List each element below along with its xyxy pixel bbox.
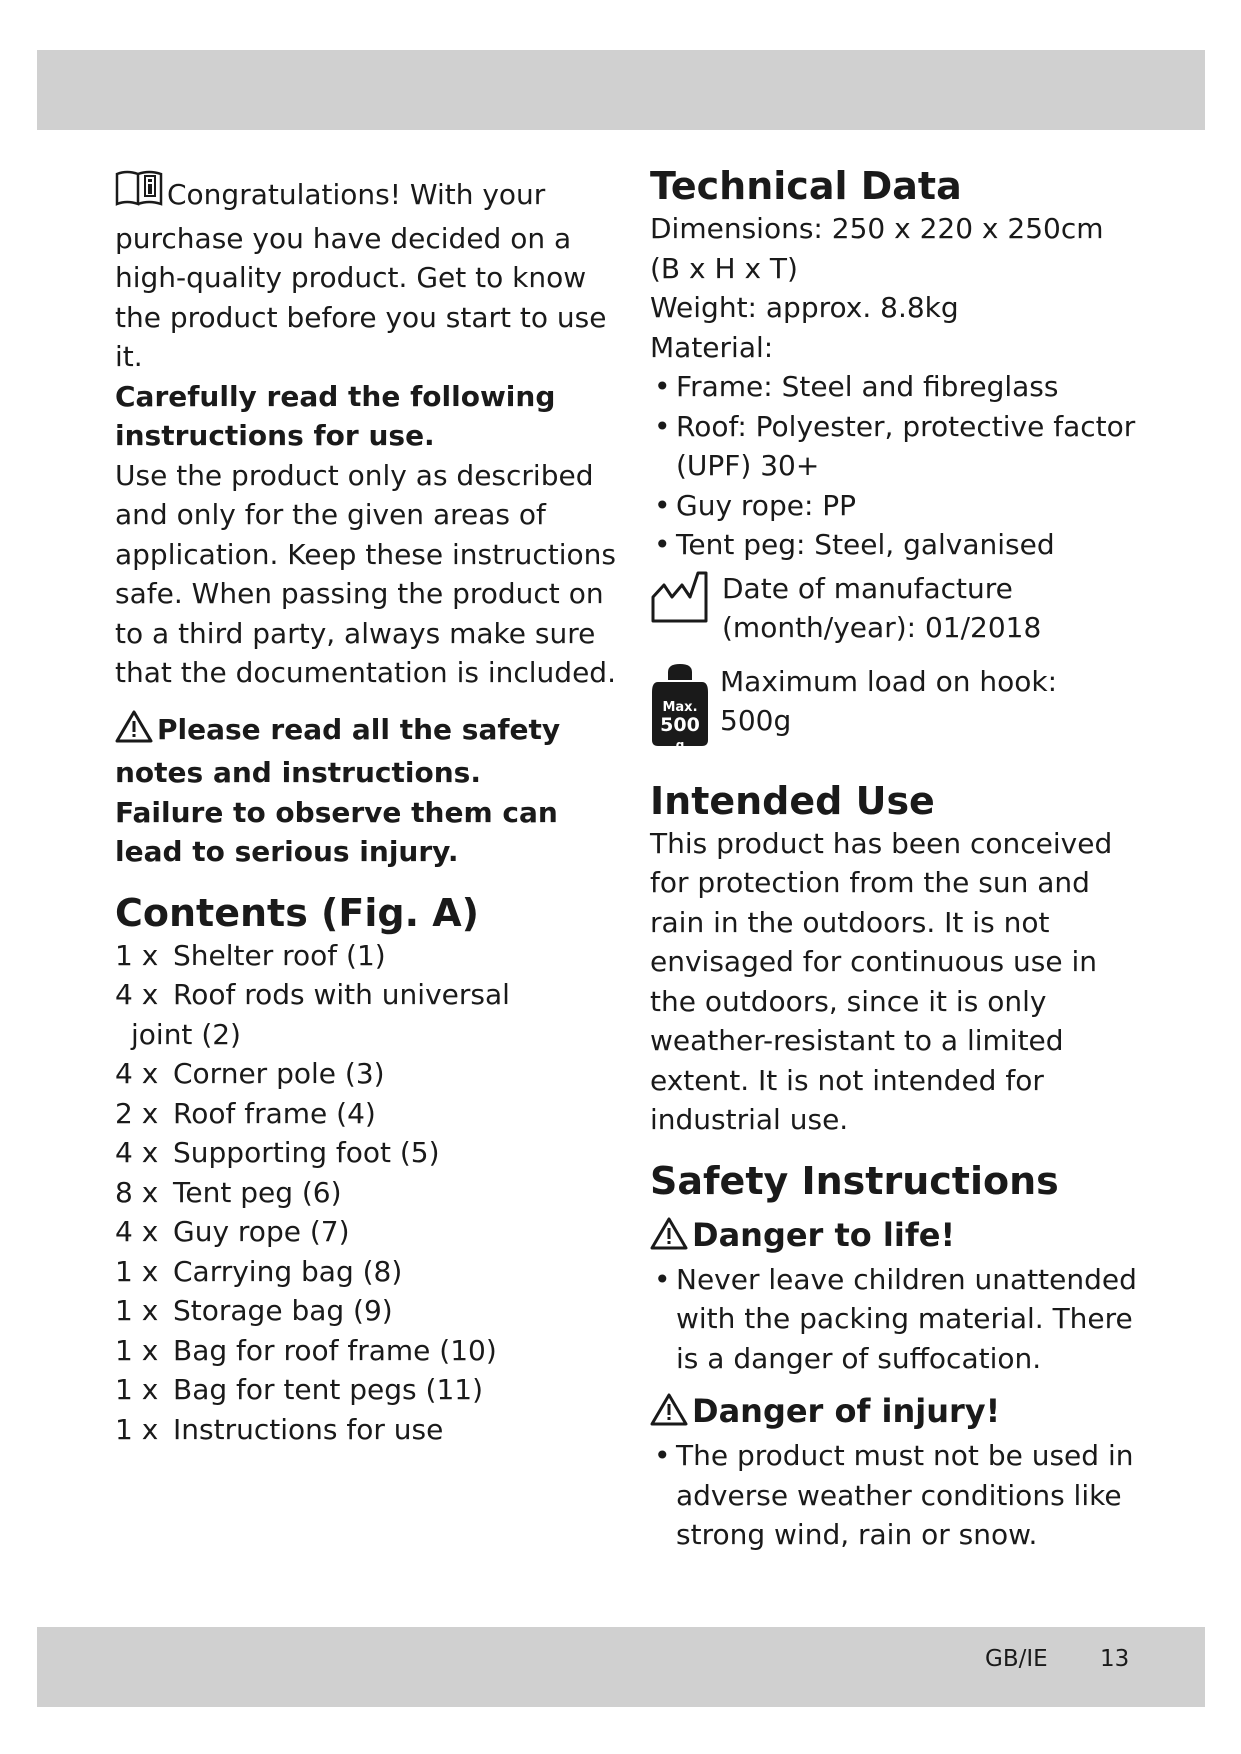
max-load-line-2: 500g (720, 704, 792, 737)
dimensions-units: (B x H x T) (650, 251, 798, 285)
contents-item-label: Guy rope (7) (173, 1215, 350, 1248)
manufacture-line-1: Date of manufacture (722, 571, 1013, 605)
intended-use-heading: Intended Use (650, 778, 935, 823)
warning-line-1: Please read all the safety notes and instructions. (115, 712, 561, 789)
contents-item (115, 1094, 625, 1134)
contents-item (115, 1410, 625, 1450)
material-item: • Tent peg: Steel, galvanised (650, 525, 1150, 565)
max-load-row (650, 662, 1150, 752)
contents-item (115, 1252, 625, 1292)
contents-item-qty: 1 x (115, 1333, 159, 1367)
material-item: • Frame: Steel and fibreglass (650, 367, 1150, 407)
contents-item-qty: 1 x (115, 1373, 159, 1406)
contents-item-label: Corner pole (3) (173, 1057, 385, 1090)
contents-item-label: Roof rods with universal (173, 978, 510, 1011)
contents-item-label: Instructions for use (173, 1412, 444, 1446)
manufacture-row (650, 569, 1150, 648)
contents-item-label: Storage bag (9) (173, 1294, 393, 1327)
contents-item-qty: 1 x (115, 938, 159, 972)
warning-line-2: Failure to observe them can lead to serious injury. (115, 795, 558, 868)
contents-item-label: Roof frame (4) (173, 1096, 376, 1130)
danger-of-injury-heading: Danger of injury! (650, 1390, 1150, 1436)
contents-item (115, 936, 625, 976)
danger-to-life-list (650, 1260, 1150, 1379)
warning-triangle-icon (650, 1392, 688, 1436)
warning-triangle-icon (650, 1216, 688, 1260)
intro-bold: Carefully read the following instructions for use. (115, 379, 556, 452)
contents-item-qty: 1 x (115, 1412, 159, 1446)
intro-paragraph: Congratulations! With your purchase you have decided on a high-quality product. Get to know the product before you start to use it. (115, 170, 625, 377)
danger-to-life-heading: Danger to life! (650, 1214, 1150, 1260)
technical-heading: Technical Data (650, 164, 962, 208)
contents-item-qty: 4 x (115, 978, 159, 1011)
safety-warning (115, 709, 625, 872)
max-load-line-1: Maximum load on hook: (720, 664, 1058, 698)
contents-item (115, 1370, 625, 1410)
safety-heading: Safety Instructions (650, 1158, 1059, 1203)
contents-item (115, 1054, 625, 1094)
contents-item-qty: 1 x (115, 1254, 159, 1288)
contents-item (115, 1133, 625, 1173)
left-column (115, 170, 625, 1449)
book-info-icon (115, 170, 163, 219)
contents-item (115, 1212, 625, 1252)
contents-item-label: Tent peg (6) (173, 1175, 342, 1209)
material-item: • Roof: Polyester, protective factor (UPF) 30+ (650, 407, 1150, 486)
weight: Weight: approx. 8.8kg (650, 291, 959, 324)
contents-item (115, 975, 625, 1015)
warning-triangle-icon (115, 709, 153, 754)
contents-heading: Contents (Fig. A) (115, 890, 480, 935)
intro-paragraph-2: Use the product only as described and only for the given areas of application. Keep these instructions safe. When passing the product on to a third party, always make sure that the documentation is included. (115, 458, 616, 689)
contents-item (115, 1331, 625, 1371)
contents-item-label: Supporting foot (5) (173, 1136, 440, 1169)
contents-item-qty: 4 x (115, 1215, 159, 1248)
contents-list (115, 936, 625, 1450)
factory-icon (650, 569, 722, 636)
contents-item (115, 1291, 625, 1331)
header-bar (37, 50, 1205, 130)
contents-item-label: Shelter roof (1) (173, 938, 386, 972)
danger-of-injury-text: • The product must not be used in adverse weather conditions like strong wind, rain or snow. (650, 1436, 1150, 1555)
max-load-weight-icon (650, 662, 710, 752)
page-number: 13 (1100, 1646, 1130, 1672)
contents-item (115, 1173, 625, 1213)
contents-item-label: Carrying bag (8) (173, 1254, 403, 1288)
manufacture-line-2: (month/year): 01/2018 (722, 611, 1042, 644)
contents-item-qty: 8 x (115, 1175, 159, 1209)
dimensions: Dimensions: 250 x 220 x 250cm (650, 212, 1104, 245)
contents-item-qty: 2 x (115, 1096, 159, 1130)
contents-item-label: Bag for tent pegs (11) (173, 1373, 484, 1406)
danger-of-injury-list (650, 1436, 1150, 1555)
contents-item-qty: 1 x (115, 1294, 159, 1327)
contents-item-continuation: joint (2) (131, 1017, 241, 1051)
material-label: Material: (650, 330, 774, 364)
contents-item-label: Bag for roof frame (10) (173, 1333, 497, 1367)
footer-region: GB/IE (985, 1646, 1048, 1672)
weight-icon-max: Max. (662, 699, 698, 715)
danger-to-life-text: • Never leave children unattended with the packing material. There is a danger of suffocation. (650, 1260, 1150, 1379)
material-item: • Guy rope: PP (650, 486, 1150, 526)
contents-item-qty: 4 x (115, 1136, 159, 1169)
contents-item-qty: 4 x (115, 1057, 159, 1090)
materials-list (650, 367, 1150, 565)
weight-icon-unit: g (675, 737, 685, 752)
right-column (650, 163, 1150, 1555)
intended-use-text: This product has been conceived for protection from the sun and rain in the outdoors. It is not envisaged for continuous use in the outdoors, since it is only weather-resistant to a limited extent. It is not intended for industrial use. (650, 826, 1113, 1136)
weight-icon-value: 500 (660, 713, 700, 736)
